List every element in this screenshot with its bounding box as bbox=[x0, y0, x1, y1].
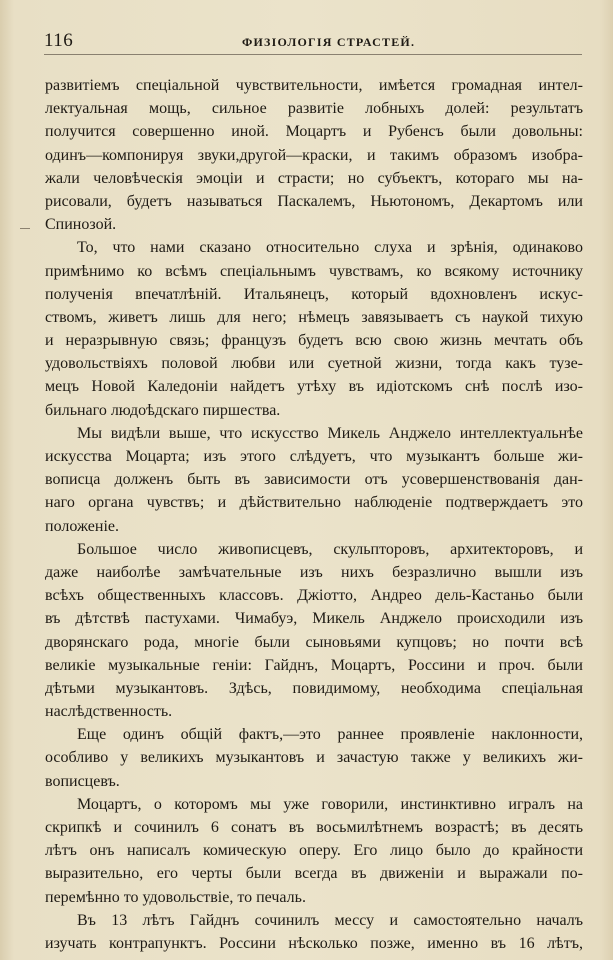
text-line: дѣтьми музыкантовъ. Здѣсь, повидимому, необходима спецiальная bbox=[45, 679, 583, 697]
text-line: Спинозой. bbox=[45, 216, 117, 234]
text-line: искусства Моцарта; изъ этого слѣдуетъ, что музыкантъ больше жи- bbox=[45, 448, 583, 465]
header-rule bbox=[44, 54, 582, 55]
text-line: лектуальная мощь, сильное развитiе лобныхъ долей: результатъ bbox=[45, 100, 583, 118]
text-line: наго органа чувствъ; и дѣйствительно наблюденiе подтверждаетъ это bbox=[45, 494, 583, 512]
body-text bbox=[45, 74, 583, 955]
text-line: вописца долженъ быть въ зависимости отъ усовершенствованiя дан- bbox=[45, 471, 583, 489]
paragraph bbox=[45, 538, 583, 724]
text-line: вописцевъ. bbox=[45, 772, 120, 790]
text-line: Моцартъ, о которомъ мы уже говорили, инстинктивно игралъ на bbox=[77, 795, 583, 813]
text-line: выразительно, его черты были всегда въ движенiи и выражали по- bbox=[45, 865, 583, 883]
page-number: 116 bbox=[44, 30, 74, 51]
text-line: полученiя впечатлѣнiй. Итальянецъ, который вдохновленъ искус- bbox=[45, 285, 583, 303]
paragraph bbox=[45, 793, 583, 909]
text-line: Мы видѣли выше, что искусство Микель Анджело интеллектуальнѣе bbox=[77, 424, 583, 442]
paragraph bbox=[45, 723, 583, 793]
text-line: развитiемъ спецiальной чувствительности, имѣется громадная интел- bbox=[45, 77, 583, 94]
text-line: положенiе. bbox=[45, 517, 119, 535]
text-line: Въ 13 лѣтъ Гайднъ сочинилъ мессу и самостоятельно началъ bbox=[77, 911, 583, 929]
text-line: получится совершенно иной. Моцартъ и Рубенсъ были довольны: bbox=[45, 123, 583, 141]
paragraph bbox=[45, 236, 583, 422]
text-line: въ дѣтствѣ пастухами. Чимабуэ, Микель Анджело происходили изъ bbox=[45, 610, 583, 628]
text-line: примѣнимо ко всѣмъ спецiальнымъ чувствамъ, ко всякому источнику bbox=[45, 262, 583, 280]
running-head: ФИЗIОЛОГIЯ СТРАСТЕЙ. bbox=[242, 35, 416, 49]
text-line: одинъ—компонируя звуки,другой—краски, и такимъ образомъ изобра- bbox=[45, 146, 583, 164]
text-line: То, что нами сказано относительно слуха и зрѣнiя, одинаково bbox=[77, 239, 583, 257]
text-line: всѣхъ общественныхъ классовъ. Джiотто, Андрео дель-Кастаньо были bbox=[45, 587, 583, 605]
text-line: особливо у великихъ музыкантовъ и зачастую также у великихъ жи- bbox=[45, 749, 583, 767]
text-line: Большое число живописцевъ, скульпторовъ, архитекторовъ, и bbox=[77, 540, 583, 558]
text-line: дворянскаго рода, многiе были сыновьями купцовъ; но почти всѣ bbox=[45, 633, 583, 651]
text-line: бильнаго людоѣдскаго пиршества. bbox=[45, 401, 281, 419]
text-line: наслѣдственность. bbox=[45, 703, 173, 721]
paragraph bbox=[45, 74, 583, 236]
paragraph bbox=[45, 422, 583, 538]
text-line: Еще одинъ общiй фактъ,—это раннее проявленiе наклонности, bbox=[77, 726, 583, 744]
text-line: скрипкѣ и сочинилъ 6 сонатъ въ восьмилѣтнемъ возрастѣ; въ десять bbox=[45, 819, 583, 836]
text-line: изучать контрапунктъ. Россини нѣсколько позже, именно въ 16 лѣтъ, bbox=[45, 934, 583, 952]
page-header bbox=[44, 30, 580, 52]
text-line: лѣтъ онъ написалъ комическую оперу. Его лицо было до крайности bbox=[45, 842, 583, 860]
text-line: мецъ Новой Каледонiи найдетъ утѣху въ идiотскомъ снѣ послѣ изо- bbox=[45, 378, 583, 396]
text-line: рисовали, будетъ называться Паскалемъ, Ньютономъ, Декартомъ или bbox=[45, 192, 583, 210]
text-line: жали человѣческiя эмоцiи и страсти; но субъектъ, котораго мы на- bbox=[45, 169, 583, 187]
text-line: даже наиболѣе замѣчательные изъ нихъ безразлично вышли изъ bbox=[45, 563, 583, 581]
text-line: и неразрывную связь; французъ будетъ всю свою жизнь мечтать объ bbox=[45, 332, 583, 350]
text-line: удовольствiяхъ половой любви или суетной жизни, тогда какъ тузе- bbox=[45, 355, 583, 373]
text-line: перемѣнно то удовольствiе, то печаль. bbox=[45, 888, 306, 906]
paragraph bbox=[45, 909, 583, 955]
margin-mark bbox=[20, 228, 30, 229]
text-line: великiе музыкальные генiи: Гайднъ, Моцартъ, Россини и проч. были bbox=[45, 656, 583, 674]
text-line: ствомъ, живетъ лишь для него; нѣмецъ завязываетъ съ наукой тихую bbox=[45, 308, 583, 326]
